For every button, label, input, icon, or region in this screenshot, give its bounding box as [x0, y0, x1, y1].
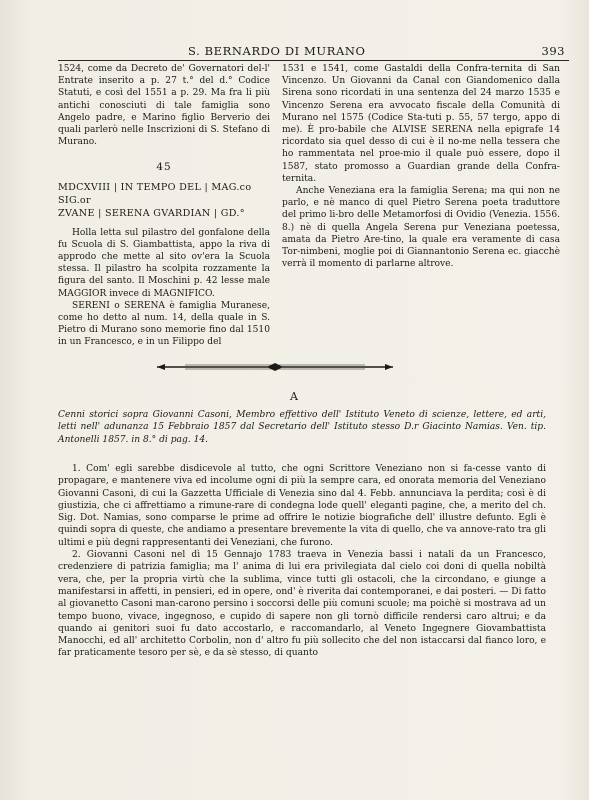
inscription-text: [58, 181, 270, 220]
inscription-line-1: MDCXVIII | IN TEMPO DEL | MAG.co SIG.or: [58, 181, 252, 206]
left-column: [58, 63, 270, 349]
appendix-paragraph-2: 2. Giovanni Casoni nel dì 15 Gennajo 1783 traeva in Venezia bassi i natali da un Francesco, credenziere di patrizia famiglia; ma l' anima di lui era privilegiata dal cielo coi doni di quella nobiltà vera, che, per la propria virtù che la sublima, vince tutti gli ostacoli, che la circondano, e giunge a manifestarsi in affetti, in pensieri, ed in opere, ond' è riverita dai contemporanei, e dai posteri. — Di fatto al giovanetto Casoni man-carono persino i soccorsi delle più comuni scuole; ma poichè si mostrava ad un tempo buono, vivace, ingegnoso, e cupido di sapere non gli tornò difficile rendersi caro altrui; e da quando ai genitori suoi fu dato accostarlo, e raccomandarlo, al Veneto Ingegnere Giovambattista Manocchi, ed all' architetto Corbolin, non d' altro fu più sollecito che del non istaccarsi dal fianco loro, e far praticamente tesoro per sè, e da sè stesso, di quanto: [58, 550, 546, 659]
running-header: [58, 44, 569, 61]
inscription-number: 45: [156, 161, 172, 174]
left-paragraph-1: 1524, come da Decreto de' Governatori del-l' Entrate inserito a p. 27 t.° del d.° Codice Statuti, e così del 1551 a p. 29. Ma fra li più antichi conosciuti di tale famiglia sono Angelo padre, e Marino figlio Berverio dei quali parlerò nelle Inscrizioni di S. Stefano di Murano.: [58, 64, 270, 148]
right-paragraph-1: 1531 e 1541, come Gastaldi della Confra-ternita di San Vincenzo. Un Giovanni da Canal con Giandomenico dalla Sirena sono ricordati in una sentenza del 24 marzo 1535 e Vincenzo Serena era avvocato fiscale della Comunità di Murano nel 1575 (Codice Sta-tuti p. 55, 57 tergo, appo di me). È pro-babile che ALVISE SERENA nella epigrafe 14 ricordato sia quel desso di cui è il no-me nella tessera che ho rammentata nel proe-mio il quale può essere, dopo il 1587, stato promosso a Guardian grande della Confra-ternita.: [282, 64, 560, 184]
ornamental-divider: [155, 362, 395, 372]
appendix-intro: Cenni storici sopra Giovanni Casoni, Membro effettivo dell' Istituto Veneto di scienze, lettere, ed arti, letti nell' adunanza 15 Febbraio 1857 dal Secretario dell' Istituto stesso D.r Giacinto Namias. Ven. tip. Antonelli 1857. in 8.° di pag. 14.: [58, 410, 546, 445]
appendix-body: [58, 463, 546, 660]
running-title: S. BERNARDO DI MURANO: [188, 44, 366, 58]
left-paragraph-2: Holla letta sul pilastro del gonfalone della fu Scuola di S. Giambattista, appo la riva di approdo che mette al sito ov'era la Scuola stessa. Il pilastro ha scolpita rozzamente la figura del santo. Il Moschini p. 42 lesse male MAGGIOR invece di MAGNIFICO.: [58, 227, 270, 299]
appendix-letter: A: [290, 390, 299, 403]
right-paragraph-2: Anche Veneziana era la famiglia Serena; ma qui non ne parlo, e nè manco di quel Pietro Serena poeta traduttore del primo li-bro delle Metamorfosi di Ovidio (Venezia. 1556. 8.) nè di quella Angela Serena pur Veneziana poetessa, amata da Pietro Are-tino, la quale era veramente di casa Tor-nimbeni, moglie poi di Giannantonio Serena ec. giacchè verrà il momento di parlarne altrove.: [282, 186, 560, 270]
page-number: 393: [541, 44, 565, 58]
left-paragraph-3: SERENI o SERENA è famiglia Muranese, come ho detto al num. 14, della quale in S. Pietro di Murano sono memorie fino dal 1510 in un Francesco, e in un Filippo del: [58, 300, 270, 348]
right-column: [282, 63, 560, 270]
appendix-paragraph-1: 1. Com' egli sarebbe disdicevole al tutto, che ogni Scrittore Veneziano non si fa-cesse vanto di propagare, e mantenere viva ed incolume ogni di più la sempre cara, ed onorata memoria del Veneziano Giovanni Casoni, di cui la Gazzetta Ufficiale di Venezia sino dal 4. Febb. annunciava la perdita; così è di giustizia, che ci affrettiamo a rimune-rare di condegna lode quell' eleganti pagine, che, a merito del ch. Sig. Dot. Namias, sono comparse le prime ad offrire le notizie biografiche dell' illustre defunto. Egli è quindi sopra di queste, che andiamo a presentare brevemente la vita di quello, che va annove-rato tra gli ultimi e più degni rappresentanti dei Veneziani, che furono.: [58, 464, 546, 548]
inscription-line-2: ZVANE | SERENA GVARDIAN | GD.°: [58, 207, 245, 219]
